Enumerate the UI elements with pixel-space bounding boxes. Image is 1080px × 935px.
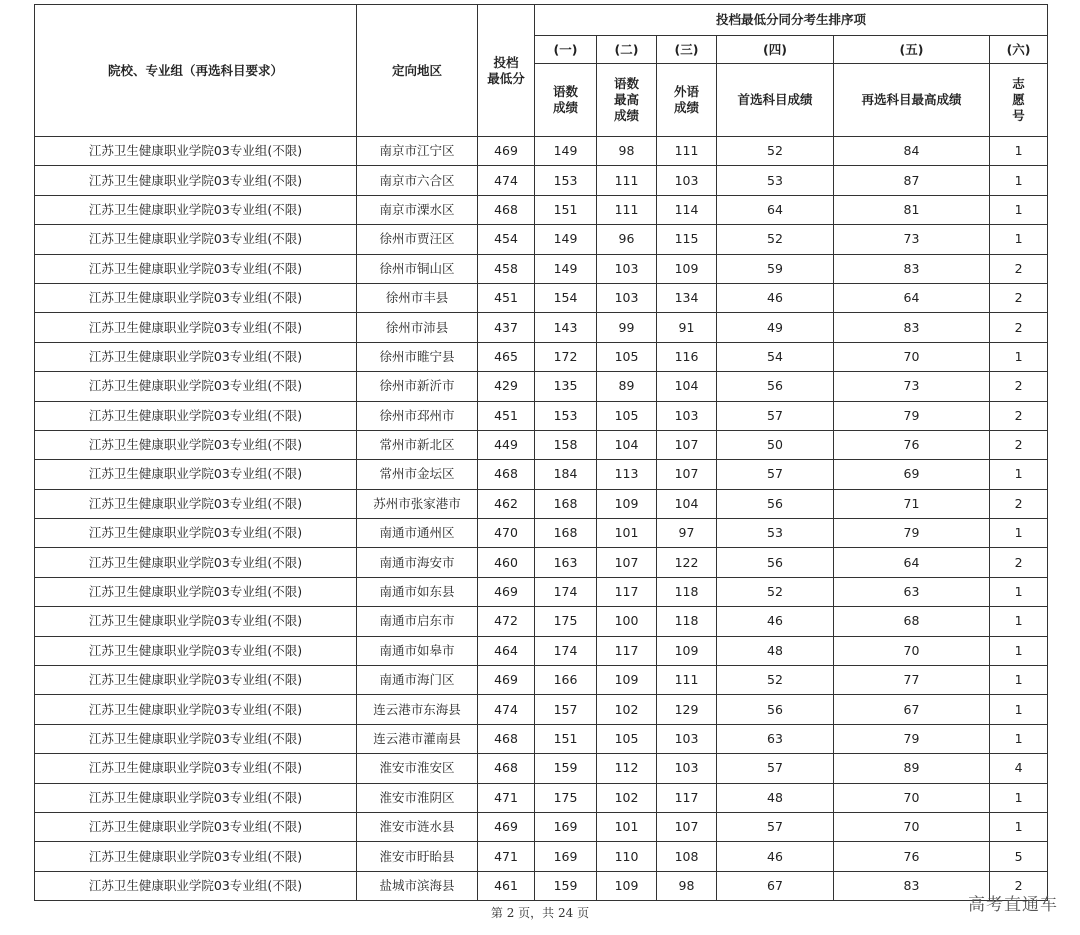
cell-min-score: 449 [478, 430, 535, 459]
cell-chinese-math: 158 [535, 430, 597, 459]
table-row [35, 166, 1048, 195]
cell-chinese-math-max: 98 [597, 137, 657, 166]
cell-region: 徐州市睢宁县 [357, 342, 478, 371]
cell-region: 徐州市贾汪区 [357, 225, 478, 254]
cell-foreign-lang: 111 [657, 137, 717, 166]
cell-min-score: 472 [478, 607, 535, 636]
cell-reselect-max: 70 [834, 342, 990, 371]
table-row [35, 225, 1048, 254]
cell-school-group: 江苏卫生健康职业学院03专业组(不限) [35, 166, 357, 195]
cell-foreign-lang: 107 [657, 460, 717, 489]
table-row [35, 342, 1048, 371]
header-col-3-num: (三) [657, 36, 717, 64]
table-row [35, 636, 1048, 665]
cell-foreign-lang: 107 [657, 430, 717, 459]
cell-reselect-max: 89 [834, 754, 990, 783]
cell-reselect-max: 73 [834, 225, 990, 254]
cell-region: 苏州市张家港市 [357, 489, 478, 518]
cell-first-subject: 56 [717, 372, 834, 401]
cell-min-score: 465 [478, 342, 535, 371]
header-col-1-label-text: 语数 成绩 [552, 84, 578, 115]
cell-chinese-math: 175 [535, 783, 597, 812]
table-row [35, 871, 1048, 900]
cell-first-subject: 67 [717, 871, 834, 900]
cell-chinese-math: 166 [535, 666, 597, 695]
cell-chinese-math-max: 109 [597, 489, 657, 518]
cell-school-group: 江苏卫生健康职业学院03专业组(不限) [35, 195, 357, 224]
header-col-3-label [657, 64, 717, 137]
cell-chinese-math-max: 99 [597, 313, 657, 342]
table-row [35, 577, 1048, 606]
header-min-score-text: 投档 最低分 [487, 54, 525, 86]
cell-chinese-math-max: 102 [597, 783, 657, 812]
cell-school-group: 江苏卫生健康职业学院03专业组(不限) [35, 812, 357, 841]
cell-school-group: 江苏卫生健康职业学院03专业组(不限) [35, 754, 357, 783]
cell-choice-number: 2 [990, 548, 1048, 577]
cell-first-subject: 57 [717, 460, 834, 489]
cell-first-subject: 52 [717, 137, 834, 166]
cell-choice-number: 2 [990, 489, 1048, 518]
cell-school-group: 江苏卫生健康职业学院03专业组(不限) [35, 401, 357, 430]
cell-chinese-math-max: 105 [597, 724, 657, 753]
cell-region: 南京市江宁区 [357, 137, 478, 166]
cell-school-group: 江苏卫生健康职业学院03专业组(不限) [35, 607, 357, 636]
cell-chinese-math: 175 [535, 607, 597, 636]
cell-chinese-math: 153 [535, 401, 597, 430]
cell-chinese-math-max: 105 [597, 401, 657, 430]
cell-choice-number: 1 [990, 783, 1048, 812]
table-row [35, 519, 1048, 548]
cell-min-score: 470 [478, 519, 535, 548]
cell-school-group: 江苏卫生健康职业学院03专业组(不限) [35, 842, 357, 871]
cell-foreign-lang: 104 [657, 372, 717, 401]
table-row [35, 695, 1048, 724]
cell-choice-number: 1 [990, 636, 1048, 665]
cell-reselect-max: 76 [834, 430, 990, 459]
cell-choice-number: 1 [990, 607, 1048, 636]
cell-school-group: 江苏卫生健康职业学院03专业组(不限) [35, 783, 357, 812]
cell-reselect-max: 79 [834, 724, 990, 753]
cell-school-group: 江苏卫生健康职业学院03专业组(不限) [35, 871, 357, 900]
cell-school-group: 江苏卫生健康职业学院03专业组(不限) [35, 460, 357, 489]
cell-chinese-math: 159 [535, 871, 597, 900]
cell-reselect-max: 69 [834, 460, 990, 489]
table-row [35, 666, 1048, 695]
cell-min-score: 471 [478, 842, 535, 871]
header-region: 定向地区 [357, 5, 478, 137]
cell-choice-number: 1 [990, 137, 1048, 166]
header-col-2-num: (二) [597, 36, 657, 64]
cell-first-subject: 52 [717, 666, 834, 695]
cell-foreign-lang: 107 [657, 812, 717, 841]
cell-choice-number: 1 [990, 695, 1048, 724]
cell-chinese-math: 149 [535, 225, 597, 254]
header-col-6-label-text: 志 愿 号 [1012, 76, 1025, 123]
cell-min-score: 474 [478, 166, 535, 195]
page-footer: 第 2 页，共 24 页 [490, 906, 590, 920]
cell-reselect-max: 79 [834, 519, 990, 548]
cell-reselect-max: 83 [834, 313, 990, 342]
cell-foreign-lang: 103 [657, 166, 717, 195]
cell-foreign-lang: 111 [657, 666, 717, 695]
header-col-5-label [834, 64, 990, 137]
cell-foreign-lang: 116 [657, 342, 717, 371]
cell-foreign-lang: 104 [657, 489, 717, 518]
cell-school-group: 江苏卫生健康职业学院03专业组(不限) [35, 254, 357, 283]
cell-chinese-math-max: 113 [597, 460, 657, 489]
cell-chinese-math: 151 [535, 195, 597, 224]
cell-region: 淮安市盱眙县 [357, 842, 478, 871]
table-row [35, 783, 1048, 812]
cell-min-score: 469 [478, 577, 535, 606]
cell-reselect-max: 64 [834, 283, 990, 312]
cell-first-subject: 54 [717, 342, 834, 371]
cell-reselect-max: 77 [834, 666, 990, 695]
cell-school-group: 江苏卫生健康职业学院03专业组(不限) [35, 695, 357, 724]
cell-chinese-math: 174 [535, 636, 597, 665]
cell-reselect-max: 81 [834, 195, 990, 224]
cell-foreign-lang: 103 [657, 724, 717, 753]
table-row [35, 489, 1048, 518]
cell-region: 徐州市铜山区 [357, 254, 478, 283]
cell-region: 南通市启东市 [357, 607, 478, 636]
cell-chinese-math-max: 111 [597, 166, 657, 195]
cell-chinese-math: 159 [535, 754, 597, 783]
cell-chinese-math: 172 [535, 342, 597, 371]
cell-choice-number: 2 [990, 401, 1048, 430]
cell-foreign-lang: 103 [657, 401, 717, 430]
table-body [35, 137, 1048, 901]
header-col-2-label-text: 语数 最高 成绩 [613, 76, 639, 123]
cell-reselect-max: 83 [834, 871, 990, 900]
header-school-group: 院校、专业组（再选科目要求） [35, 5, 357, 137]
cell-min-score: 460 [478, 548, 535, 577]
cell-min-score: 474 [478, 695, 535, 724]
table-row [35, 607, 1048, 636]
cell-choice-number: 1 [990, 519, 1048, 548]
cell-school-group: 江苏卫生健康职业学院03专业组(不限) [35, 313, 357, 342]
cell-chinese-math: 153 [535, 166, 597, 195]
cell-min-score: 471 [478, 783, 535, 812]
header-col-6-num: (六) [990, 36, 1048, 64]
cell-min-score: 464 [478, 636, 535, 665]
cell-choice-number: 2 [990, 283, 1048, 312]
cell-first-subject: 57 [717, 754, 834, 783]
cell-school-group: 江苏卫生健康职业学院03专业组(不限) [35, 724, 357, 753]
cell-region: 南通市海门区 [357, 666, 478, 695]
cell-chinese-math-max: 105 [597, 342, 657, 371]
cell-min-score: 437 [478, 313, 535, 342]
cell-foreign-lang: 129 [657, 695, 717, 724]
cell-first-subject: 46 [717, 842, 834, 871]
cell-foreign-lang: 98 [657, 871, 717, 900]
header-col-1-label [535, 64, 597, 137]
cell-reselect-max: 87 [834, 166, 990, 195]
cell-first-subject: 50 [717, 430, 834, 459]
cell-chinese-math-max: 104 [597, 430, 657, 459]
cell-chinese-math-max: 101 [597, 812, 657, 841]
cell-first-subject: 64 [717, 195, 834, 224]
cell-min-score: 461 [478, 871, 535, 900]
cell-reselect-max: 64 [834, 548, 990, 577]
cell-first-subject: 46 [717, 283, 834, 312]
cell-chinese-math-max: 96 [597, 225, 657, 254]
cell-chinese-math-max: 89 [597, 372, 657, 401]
cell-choice-number: 2 [990, 313, 1048, 342]
cell-region: 南通市通州区 [357, 519, 478, 548]
table-row [35, 430, 1048, 459]
cell-reselect-max: 68 [834, 607, 990, 636]
table-row [35, 372, 1048, 401]
header-col-3-label-text: 外语 成绩 [673, 84, 699, 115]
cell-choice-number: 2 [990, 372, 1048, 401]
header-col-2-label [597, 64, 657, 137]
cell-region: 连云港市灌南县 [357, 724, 478, 753]
cell-chinese-math: 135 [535, 372, 597, 401]
cell-foreign-lang: 91 [657, 313, 717, 342]
cell-min-score: 468 [478, 195, 535, 224]
cell-first-subject: 53 [717, 519, 834, 548]
cell-chinese-math: 157 [535, 695, 597, 724]
cell-chinese-math-max: 117 [597, 577, 657, 606]
cell-region: 常州市金坛区 [357, 460, 478, 489]
cell-school-group: 江苏卫生健康职业学院03专业组(不限) [35, 225, 357, 254]
table-row [35, 195, 1048, 224]
cell-chinese-math-max: 101 [597, 519, 657, 548]
cell-reselect-max: 63 [834, 577, 990, 606]
cell-chinese-math-max: 109 [597, 666, 657, 695]
cell-min-score: 458 [478, 254, 535, 283]
cell-first-subject: 56 [717, 695, 834, 724]
cell-reselect-max: 70 [834, 783, 990, 812]
cell-foreign-lang: 122 [657, 548, 717, 577]
cell-chinese-math: 151 [535, 724, 597, 753]
cell-foreign-lang: 118 [657, 607, 717, 636]
cell-foreign-lang: 114 [657, 195, 717, 224]
cell-chinese-math: 169 [535, 842, 597, 871]
cell-region: 常州市新北区 [357, 430, 478, 459]
cell-first-subject: 56 [717, 489, 834, 518]
table-row [35, 283, 1048, 312]
cell-chinese-math-max: 109 [597, 871, 657, 900]
table-row [35, 842, 1048, 871]
cell-chinese-math: 163 [535, 548, 597, 577]
cell-reselect-max: 73 [834, 372, 990, 401]
cell-chinese-math: 154 [535, 283, 597, 312]
cell-chinese-math-max: 110 [597, 842, 657, 871]
cell-foreign-lang: 115 [657, 225, 717, 254]
cell-foreign-lang: 103 [657, 754, 717, 783]
cell-foreign-lang: 118 [657, 577, 717, 606]
table-row [35, 137, 1048, 166]
cell-first-subject: 53 [717, 166, 834, 195]
cell-reselect-max: 76 [834, 842, 990, 871]
cell-reselect-max: 79 [834, 401, 990, 430]
cell-foreign-lang: 109 [657, 636, 717, 665]
cell-first-subject: 57 [717, 812, 834, 841]
cell-min-score: 468 [478, 460, 535, 489]
cell-choice-number: 2 [990, 430, 1048, 459]
cell-chinese-math-max: 102 [597, 695, 657, 724]
header-col-4-num: (四) [717, 36, 834, 64]
cell-region: 徐州市邳州市 [357, 401, 478, 430]
cell-reselect-max: 70 [834, 812, 990, 841]
cell-choice-number: 2 [990, 871, 1048, 900]
cell-choice-number: 1 [990, 342, 1048, 371]
table-row [35, 254, 1048, 283]
watermark: 高考直通车 [968, 895, 1058, 915]
cell-min-score: 451 [478, 401, 535, 430]
cell-min-score: 468 [478, 754, 535, 783]
table-row [35, 724, 1048, 753]
cell-choice-number: 1 [990, 460, 1048, 489]
cell-chinese-math-max: 103 [597, 283, 657, 312]
cell-school-group: 江苏卫生健康职业学院03专业组(不限) [35, 489, 357, 518]
cell-chinese-math-max: 100 [597, 607, 657, 636]
cell-foreign-lang: 117 [657, 783, 717, 812]
table-row [35, 548, 1048, 577]
cell-choice-number: 2 [990, 254, 1048, 283]
table-row [35, 812, 1048, 841]
cell-school-group: 江苏卫生健康职业学院03专业组(不限) [35, 548, 357, 577]
cell-chinese-math: 168 [535, 519, 597, 548]
header-col-5-num: (五) [834, 36, 990, 64]
cell-region: 盐城市滨海县 [357, 871, 478, 900]
cell-chinese-math: 174 [535, 577, 597, 606]
cell-region: 连云港市东海县 [357, 695, 478, 724]
header-col-5-label-text: 再选科目最高成绩 [861, 92, 962, 107]
cell-school-group: 江苏卫生健康职业学院03专业组(不限) [35, 577, 357, 606]
cell-foreign-lang: 97 [657, 519, 717, 548]
cell-first-subject: 46 [717, 607, 834, 636]
cell-first-subject: 57 [717, 401, 834, 430]
cell-min-score: 469 [478, 666, 535, 695]
cell-min-score: 454 [478, 225, 535, 254]
cell-chinese-math: 149 [535, 137, 597, 166]
cell-school-group: 江苏卫生健康职业学院03专业组(不限) [35, 519, 357, 548]
cell-chinese-math: 143 [535, 313, 597, 342]
header-col-4-label-text: 首选科目成绩 [737, 92, 813, 107]
table-row [35, 460, 1048, 489]
cell-first-subject: 48 [717, 783, 834, 812]
cell-school-group: 江苏卫生健康职业学院03专业组(不限) [35, 430, 357, 459]
header-col-4-label [717, 64, 834, 137]
cell-school-group: 江苏卫生健康职业学院03专业组(不限) [35, 283, 357, 312]
cell-reselect-max: 83 [834, 254, 990, 283]
table-row [35, 313, 1048, 342]
cell-region: 南通市如东县 [357, 577, 478, 606]
cell-first-subject: 56 [717, 548, 834, 577]
header-col-1-num: (一) [535, 36, 597, 64]
cell-region: 南通市如皋市 [357, 636, 478, 665]
cell-region: 南京市溧水区 [357, 195, 478, 224]
cell-chinese-math-max: 111 [597, 195, 657, 224]
cell-first-subject: 48 [717, 636, 834, 665]
cell-chinese-math: 168 [535, 489, 597, 518]
cell-region: 徐州市丰县 [357, 283, 478, 312]
cell-school-group: 江苏卫生健康职业学院03专业组(不限) [35, 342, 357, 371]
cell-school-group: 江苏卫生健康职业学院03专业组(不限) [35, 137, 357, 166]
cell-region: 南通市海安市 [357, 548, 478, 577]
cell-chinese-math-max: 103 [597, 254, 657, 283]
cell-min-score: 462 [478, 489, 535, 518]
cell-choice-number: 1 [990, 225, 1048, 254]
cell-chinese-math: 169 [535, 812, 597, 841]
cell-reselect-max: 71 [834, 489, 990, 518]
cell-school-group: 江苏卫生健康职业学院03专业组(不限) [35, 666, 357, 695]
cell-chinese-math-max: 107 [597, 548, 657, 577]
cell-choice-number: 5 [990, 842, 1048, 871]
cell-first-subject: 52 [717, 225, 834, 254]
cell-region: 徐州市新沂市 [357, 372, 478, 401]
cell-region: 徐州市沛县 [357, 313, 478, 342]
header-col-6-label [990, 64, 1048, 137]
cell-chinese-math-max: 117 [597, 636, 657, 665]
cell-chinese-math-max: 112 [597, 754, 657, 783]
header-min-score [478, 5, 535, 137]
cell-choice-number: 1 [990, 195, 1048, 224]
admission-score-table [34, 4, 1048, 901]
cell-region: 淮安市淮安区 [357, 754, 478, 783]
cell-min-score: 429 [478, 372, 535, 401]
cell-choice-number: 1 [990, 724, 1048, 753]
cell-school-group: 江苏卫生健康职业学院03专业组(不限) [35, 636, 357, 665]
cell-chinese-math: 149 [535, 254, 597, 283]
cell-choice-number: 1 [990, 666, 1048, 695]
cell-reselect-max: 84 [834, 137, 990, 166]
cell-region: 淮安市涟水县 [357, 812, 478, 841]
table-row [35, 754, 1048, 783]
header-tiebreak-title: 投档最低分同分考生排序项 [535, 5, 1048, 36]
cell-first-subject: 63 [717, 724, 834, 753]
cell-region: 南京市六合区 [357, 166, 478, 195]
cell-first-subject: 59 [717, 254, 834, 283]
cell-first-subject: 52 [717, 577, 834, 606]
table-row [35, 401, 1048, 430]
cell-choice-number: 1 [990, 577, 1048, 606]
cell-first-subject: 49 [717, 313, 834, 342]
cell-choice-number: 1 [990, 166, 1048, 195]
cell-foreign-lang: 108 [657, 842, 717, 871]
cell-reselect-max: 67 [834, 695, 990, 724]
cell-min-score: 469 [478, 812, 535, 841]
cell-school-group: 江苏卫生健康职业学院03专业组(不限) [35, 372, 357, 401]
cell-foreign-lang: 134 [657, 283, 717, 312]
cell-foreign-lang: 109 [657, 254, 717, 283]
cell-min-score: 468 [478, 724, 535, 753]
cell-choice-number: 4 [990, 754, 1048, 783]
cell-min-score: 451 [478, 283, 535, 312]
cell-min-score: 469 [478, 137, 535, 166]
cell-choice-number: 1 [990, 812, 1048, 841]
cell-reselect-max: 70 [834, 636, 990, 665]
cell-region: 淮安市淮阴区 [357, 783, 478, 812]
cell-chinese-math: 184 [535, 460, 597, 489]
